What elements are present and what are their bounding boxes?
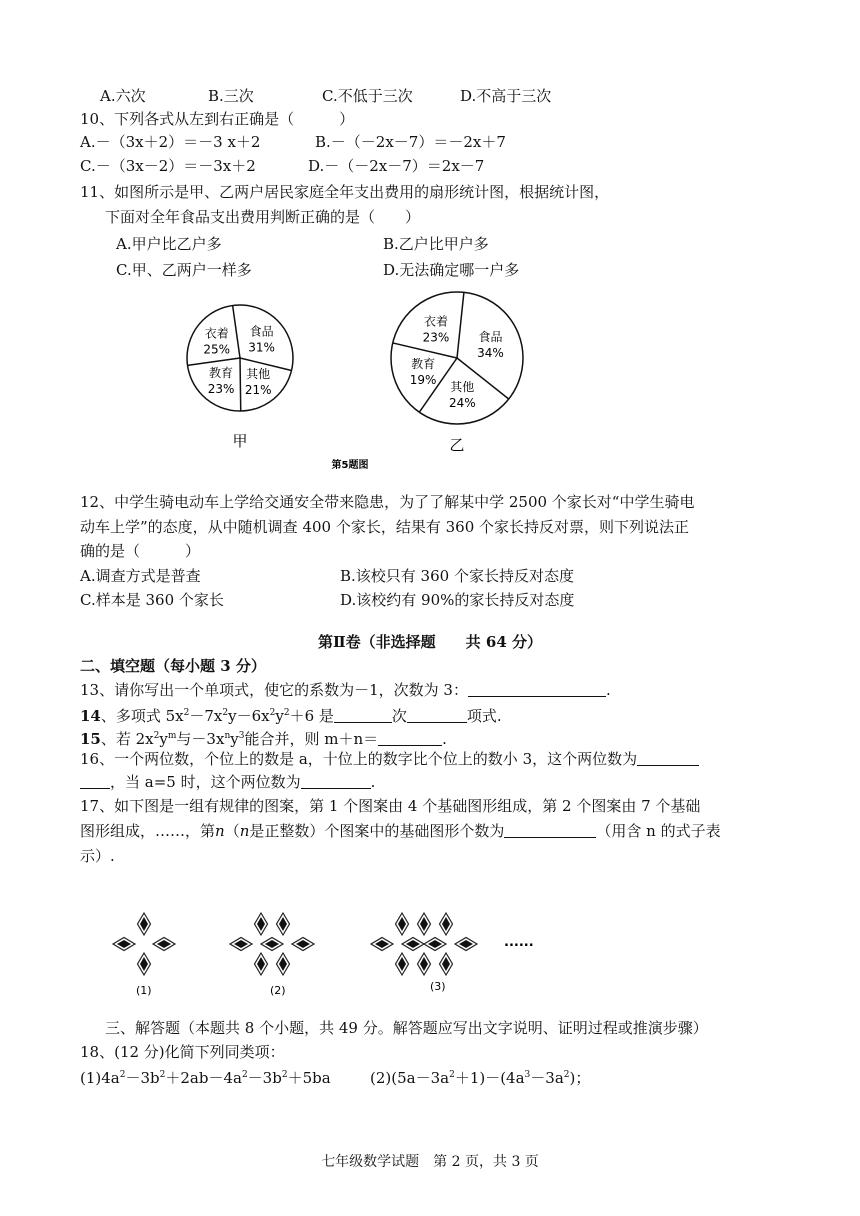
q14-exponent: 2	[269, 708, 276, 718]
q14	[80, 703, 502, 726]
q17-line3: 示）.	[80, 847, 115, 865]
pie-jia-value-label: 31%	[248, 340, 275, 355]
q18-part1-exponent: 2	[281, 1070, 288, 1080]
q14-text: 、多项式 5x	[100, 707, 184, 725]
pattern-3	[371, 913, 477, 975]
pattern-ellipsis: ......	[504, 935, 534, 950]
q15	[80, 726, 447, 749]
pie-slice-divider	[240, 358, 241, 411]
q13-answer-blank	[468, 682, 606, 697]
pie-yi-value-label: 24%	[448, 395, 476, 410]
q18-part1-text: －3b	[247, 1069, 282, 1087]
q12-option-d: D.该校约有 90%的家长持反对态度	[340, 591, 575, 609]
pie-jia-category-label: 其他	[246, 366, 271, 381]
q16-line1	[80, 749, 699, 769]
q12-line2: 动车上学”的态度，从中随机调查 400 个家长，结果有 360 个家长持反对票，则下列说法正	[80, 518, 690, 536]
q16-text: ，当 a=5 时，这个两位数为	[110, 773, 301, 791]
q15-text: 、若 2x	[100, 730, 154, 748]
diamond-pattern-figure	[100, 900, 550, 1000]
q11-option-a: A.甲户比乙户多	[116, 235, 222, 253]
q9-option-c: C.不低于三次	[322, 87, 413, 105]
q15-text: 与－3x	[176, 730, 225, 748]
q14-exponent: 2	[222, 708, 229, 718]
q15-number: 15	[80, 730, 101, 748]
pie-yi-value-label: 23%	[422, 330, 450, 345]
q14-terms-blank	[407, 708, 467, 723]
q14-text: 次	[391, 707, 407, 725]
q14-degree-blank	[334, 708, 392, 723]
q15-text: y	[159, 730, 168, 748]
q17-text: （	[224, 822, 240, 840]
q18-part2-exponent: 2	[449, 1070, 455, 1080]
q12-line1: 12、中学生骑电动车上学给交通安全带来隐患，为了了解某中学 2500 个家长对“中学生骑电	[80, 493, 695, 511]
pie-jia-value-label: 23%	[207, 382, 235, 397]
pie-jia-title: 甲	[232, 432, 248, 450]
q17-answer-blank	[504, 823, 596, 838]
pie-yi-category-label: 食品	[478, 329, 503, 344]
q14-exponent: 2	[183, 708, 190, 718]
page-footer: 七年级数学试题 第 2 页，共 3 页	[321, 1154, 539, 1170]
q15-exponent: m	[167, 731, 177, 741]
q16-line2	[80, 772, 375, 792]
q12-option-b: B.该校只有 360 个家长持反对态度	[340, 567, 574, 585]
q14-text: －7x	[189, 707, 223, 725]
q15-exponent: n	[224, 731, 231, 741]
q18-part1-text: ＋2ab－4a	[165, 1069, 242, 1087]
q11-option-b: B.乙户比甲户多	[383, 235, 489, 253]
q14-text: y	[275, 707, 284, 725]
q15-exponent: 2	[153, 731, 160, 741]
q14-text: ＋6 是	[289, 707, 334, 725]
pattern-1	[113, 913, 175, 975]
pie-yi-category-label: 教育	[411, 357, 436, 372]
pattern-2	[230, 913, 314, 975]
section3-heading: 三、解答题（本题共 8 个小题，共 49 分。解答题应写出文字说明、证明过程或推演步骤）	[105, 1019, 708, 1037]
q11-option-d: D.无法确定哪一户多	[383, 261, 520, 279]
q17-variable-n: n	[215, 822, 225, 840]
q15-exponent: 3	[238, 731, 245, 741]
q18-part1	[80, 1065, 331, 1088]
q18-part1-text: ＋5ba	[287, 1069, 331, 1087]
q18-part1-text: －3b	[125, 1069, 160, 1087]
q17-line2	[80, 821, 721, 841]
q17-text: （用含 n 的式子表	[596, 822, 721, 840]
q13	[80, 680, 611, 700]
q17-variable-n: n	[239, 822, 250, 840]
pattern-label-1: (1)	[136, 984, 152, 997]
pie-jia-value-label: 25%	[203, 342, 231, 357]
q9-option-d: D.不高于三次	[460, 87, 552, 105]
q13-end: .	[605, 681, 611, 699]
q18-part1-text: (1)4a	[80, 1069, 120, 1087]
q18-part2-exponent: 2	[563, 1070, 570, 1080]
q16-text: .	[370, 773, 376, 791]
q18-part2-text: ＋1)－(4a	[454, 1069, 525, 1087]
pie-yi-title: 乙	[449, 436, 465, 454]
q17-line1: 17、如下图是一组有规律的图案，第 1 个图案由 4 个基础图形组成，第 2 个图案由 7 个基础	[80, 797, 701, 815]
q15-text: y	[230, 730, 239, 748]
q10-option-b: B.－（－2x－7）＝－2x＋7	[315, 133, 506, 151]
q18-part2	[370, 1065, 590, 1088]
pie-yi-category-label: 衣着	[423, 314, 448, 329]
q18-part1-exponent: 2	[159, 1070, 166, 1080]
pie-chart-jia	[187, 305, 293, 411]
q12-option-c: C.样本是 360 个家长	[80, 591, 224, 609]
q12-option-a: A.调查方式是普查	[80, 567, 201, 585]
q12-line3: 确的是（ ）	[80, 542, 201, 560]
q15-text: .	[442, 730, 447, 748]
q18-part1-exponent: 2	[119, 1070, 126, 1080]
pie-yi-value-label: 19%	[409, 373, 437, 388]
figure-caption: 第5题图	[331, 460, 369, 471]
q11-stem-line2: 下面对全年食品支出费用判断正确的是（ ）	[105, 208, 421, 226]
pie-yi-value-label: 34%	[477, 345, 504, 360]
pie-chart-yi	[391, 292, 523, 424]
q18-part2-text: )；	[569, 1069, 591, 1087]
section2-title: 第Ⅱ卷（非选择题 共 64 分）	[318, 633, 542, 651]
pie-jia-category-label: 食品	[249, 324, 274, 339]
q18-part2-text: －3a	[530, 1069, 564, 1087]
q15-text: 能合并，则 m＋n＝	[244, 730, 379, 748]
fill-heading: 二、填空题（每小题 3 分）	[80, 657, 266, 675]
q18-part2-text: (2)(5a－3a	[370, 1069, 450, 1087]
q16-answer-blank-1	[637, 751, 699, 766]
q10-stem: 10、下列各式从左到右正确是（ ）	[80, 110, 355, 128]
q16-answer-blank-1-cont	[80, 774, 110, 789]
q17-text: 图形组成，……，第	[80, 822, 216, 840]
q14-text: 项式.	[466, 707, 502, 725]
q10-option-d: D.－（－2x－7）＝2x－7	[308, 157, 485, 175]
pie-jia-value-label: 21%	[244, 382, 272, 397]
pattern-label-2: (2)	[270, 984, 286, 997]
pie-charts-figure	[170, 290, 570, 480]
pattern-label-3: (3)	[430, 980, 446, 993]
q10-option-a: A.－（3x＋2）＝－3 x＋2	[80, 133, 261, 151]
q13-text: 13、请你写出一个单项式，使它的系数为－1，次数为 3：	[80, 681, 468, 699]
q9-option-b: B.三次	[208, 87, 254, 105]
q16-text: 16、一个两位数，个位上的数是 a，十位上的数字比个位上的数小 3，这个两位数为	[80, 750, 638, 768]
q15-answer-blank	[378, 731, 442, 746]
q18-stem: 18、(12 分)化简下列同类项：	[80, 1043, 285, 1061]
q18-part1-exponent: 2	[241, 1070, 248, 1080]
q16-answer-blank-2	[301, 774, 371, 789]
q10-option-c: C.－（3x－2）＝－3x＋2	[80, 157, 256, 175]
q11-option-c: C.甲、乙两户一样多	[116, 261, 252, 279]
pie-yi-category-label: 其他	[450, 379, 475, 394]
q14-exponent: 2	[283, 708, 290, 718]
q11-stem-line1: 11、如图所示是甲、乙两户居民家庭全年支出费用的扇形统计图，根据统计图，	[80, 183, 610, 201]
pie-jia-category-label: 衣着	[204, 326, 229, 341]
pie-jia-category-label: 教育	[209, 366, 234, 381]
q17-text: 是正整数）个图案中的基础图形个数为	[249, 822, 505, 840]
q14-text: y－6x	[228, 707, 270, 725]
q9-option-a: A.六次	[100, 87, 146, 105]
q14-number: 14	[80, 707, 101, 725]
q18-part2-exponent: 3	[524, 1070, 531, 1080]
